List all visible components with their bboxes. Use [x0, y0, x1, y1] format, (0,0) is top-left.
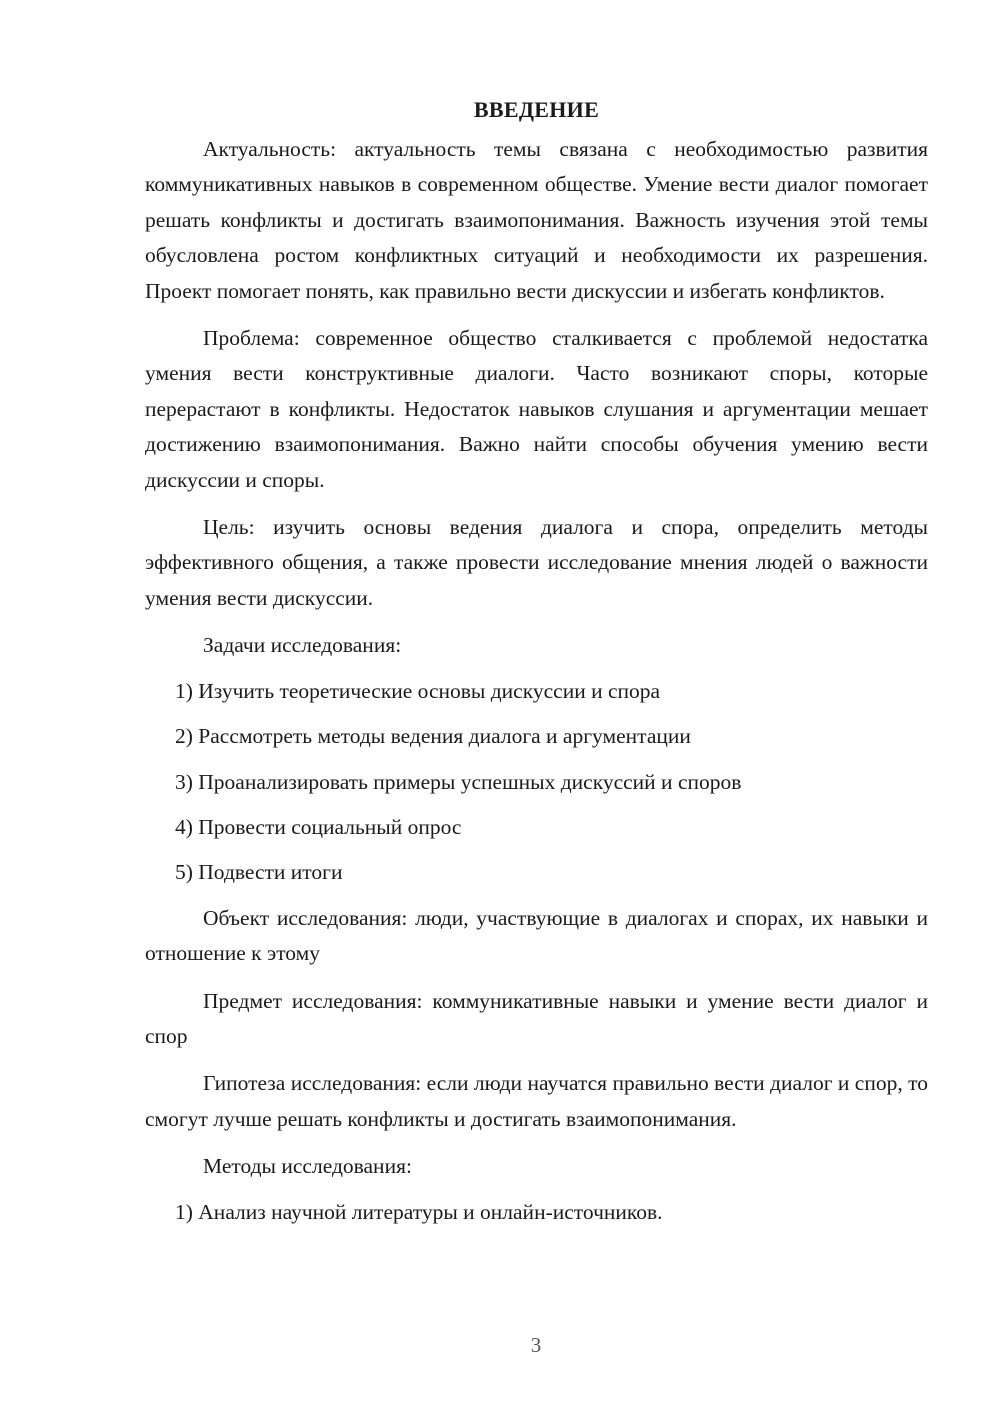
page-number: 3: [530, 1333, 542, 1357]
subject-paragraph: Предмет исследования: коммуникативные навыки и умение вести диалог и спор: [145, 988, 928, 1048]
document-page: [145, 92, 928, 1240]
task-item: 5) Подвести итоги: [175, 860, 343, 885]
goal-paragraph: Цель: изучить основы ведения диалога и спора, определить методы эффективного общения, а также провести исследование мнения людей о важности умения вести дискуссии.: [145, 515, 928, 610]
methods-list: [145, 1195, 928, 1230]
hypothesis-paragraph: Гипотеза исследования: если люди научатся правильно вести диалог и спор, то смогут лучше решать конфликты и достигать взаимопонимания.: [145, 1071, 928, 1131]
task-item: 3) Проанализировать примеры успешных дискуссий и споров: [175, 769, 742, 794]
task-item: 4) Провести социальный опрос: [175, 814, 462, 839]
object-paragraph: Объект исследования: люди, участвующие в диалогах и спорах, их навыки и отношение к этому: [145, 905, 928, 966]
tasks-label: Задачи исследования:: [203, 633, 402, 658]
problem-paragraph: Проблема: современное общество сталкивается с проблемой недостатка умения вести конструктивные диалоги. Часто возникают споры, которые перерастают в конфликты. Недостаток навыков слушания и аргументации мешает достижению взаимопонимания. Важно найти способы обучения умению вести дискуссии и споры.: [145, 326, 928, 492]
task-item: 1) Изучить теоретические основы дискуссии и спора: [175, 678, 661, 703]
relevance-paragraph: Актуальность: актуальность темы связана с необходимостью развития коммуникативных навыков в современном обществе. Умение вести диалог помогает решать конфликты и достигать взаимопонимания. Важность изучения этой темы обусловлена ростом конфликтных ситуаций и необходимости их разрешения. Проект помогает понять, как правильно вести дискуссии и избегать конфликтов.: [145, 137, 928, 303]
tasks-list: [145, 674, 928, 891]
task-item: 2) Рассмотреть методы ведения диалога и аргументации: [175, 724, 691, 749]
method-item: 1) Анализ научной литературы и онлайн-источников.: [175, 1199, 663, 1224]
methods-label: Методы исследования:: [203, 1154, 412, 1179]
section-title: ВВЕДЕНИЕ: [473, 97, 600, 122]
